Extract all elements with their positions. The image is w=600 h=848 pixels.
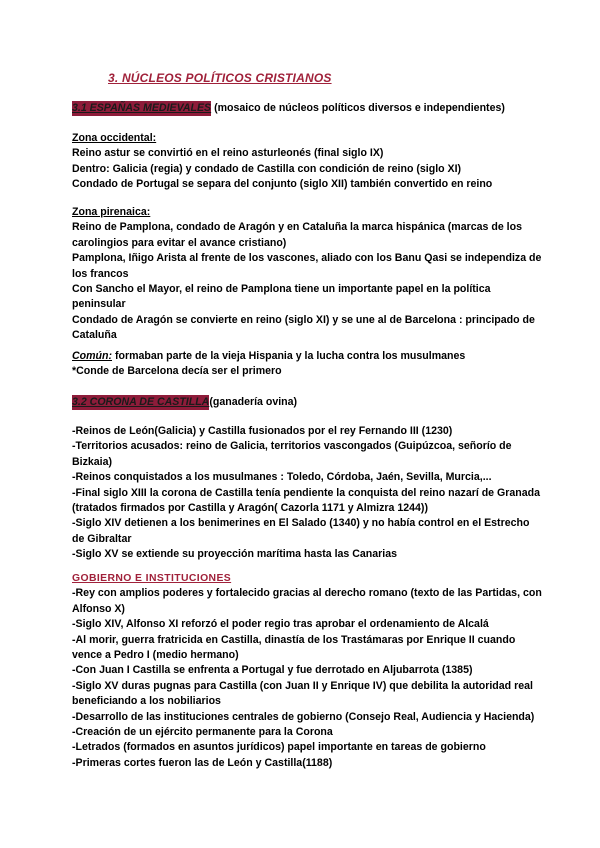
comun-section: [72, 349, 542, 380]
list-item: -Letrados (formados en asuntos jurídicos) papel importante en tareas de gobierno: [72, 741, 486, 754]
section-3-2-subtitle: (ganadería ovina): [209, 396, 298, 408]
comun-label: Común:: [72, 350, 113, 362]
section-3-2-list: [72, 424, 542, 563]
zona-occidental-label: Zona occidental:: [72, 132, 157, 144]
list-item: Con Sancho el Mayor, el reino de Pamplona tiene un importante papel en la política peninsular: [72, 283, 491, 311]
list-item: -Siglo XIV detienen a los benimerines en El Salado (1340) y no había control en el Estrecho de Gibraltar: [72, 517, 530, 545]
gobierno-heading: GOBIERNO E INSTITUCIONES: [72, 573, 232, 584]
list-item: -Creación de un ejército permanente para la Corona: [72, 726, 333, 739]
zona-occidental: [72, 131, 542, 193]
list-item: -Desarrollo de las instituciones centrales de gobierno (Consejo Real, Audiencia y Hacienda): [72, 710, 535, 723]
list-item: -Territorios acusados: reino de Galicia, territorios vascongados (Guipúzcoa, señorío de Bizkaia): [72, 440, 512, 468]
list-item: -Final siglo XIII la corona de Castilla tenía pendiente la conquista del reino nazarí de Granada (tratados firmados por Castilla y Aragón( Cazorla 1171 y Almizra 1244)): [72, 486, 541, 515]
list-item: Condado de Aragón se convierte en reino (siglo XI) y se une al de Barcelona : principado de Cataluña: [72, 313, 535, 342]
list-item: -Rey con amplios poderes y fortalecido gracias al derecho romano (texto de las Partidas, con Alfonso X): [72, 587, 542, 615]
comun-text: formaban parte de la vieja Hispania y la lucha contra los musulmanes: [112, 350, 466, 362]
list-item: Pamplona, Iñigo Arista al frente de los vascones, aliado con los Banu Qasi se independiza de los francos: [72, 252, 542, 280]
list-item: Reino de Pamplona, condado de Aragón y en Cataluña la marca hispánica (marcas de los carolingios para evitar el avance cristiano): [72, 221, 522, 249]
list-item: -Al morir, guerra fratricida en Castilla, dinastía de los Trastámaras por Enrique II cuando vence a Pedro I (medio hermano): [72, 633, 516, 662]
gobierno-section: [72, 571, 542, 771]
list-item: -Reinos de León(Galicia) y Castilla fusionados por el rey Fernando III (1230): [72, 425, 453, 437]
zona-pirenaica-label: Zona pirenaica:: [72, 206, 151, 218]
section-3-2-heading: [72, 395, 542, 410]
list-item: -Siglo XV se extiende su proyección marítima hasta las Canarias: [72, 548, 398, 561]
list-item: Condado de Portugal se separa del conjunto (siglo XII) también convertido en reino: [72, 178, 493, 191]
section-3-1-heading: [72, 101, 542, 116]
section-3-1-title: 3.1 ESPAÑAS MEDIEVALES: [72, 102, 212, 114]
list-item: -Con Juan I Castilla se enfrenta a Portugal y fue derrotado en Aljubarrota (1385): [72, 664, 473, 677]
comun-note: *Conde de Barcelona decía ser el primero: [72, 365, 282, 378]
list-item: -Siglo XV duras pugnas para Castilla (con Juan II y Enrique IV) que debilita la autoridad real beneficiando a los nobiliarios: [72, 679, 533, 708]
page-title: 3. NÚCLEOS POLÍTICOS CRISTIANOS: [108, 71, 332, 85]
zona-pirenaica: [72, 205, 542, 344]
section-3-2-title: 3.2 CORONA DE CASTILLA: [72, 396, 210, 408]
list-item: -Primeras cortes fueron las de León y Castilla(1188): [72, 756, 333, 769]
list-item: -Reinos conquistados a los musulmanes : Toledo, Córdoba, Jaén, Sevilla, Murcia,...: [72, 471, 492, 484]
list-item: -Siglo XIV, Alfonso XI reforzó el poder regio tras aprobar el ordenamiento de Alcalá: [72, 618, 489, 631]
section-3-1-subtitle: (mosaico de núcleos políticos diversos e independientes): [214, 102, 505, 114]
list-item: Reino astur se convirtió en el reino asturleonés (final siglo IX): [72, 147, 384, 160]
list-item: Dentro: Galicia (regia) y condado de Castilla con condición de reino (siglo XI): [72, 162, 462, 175]
